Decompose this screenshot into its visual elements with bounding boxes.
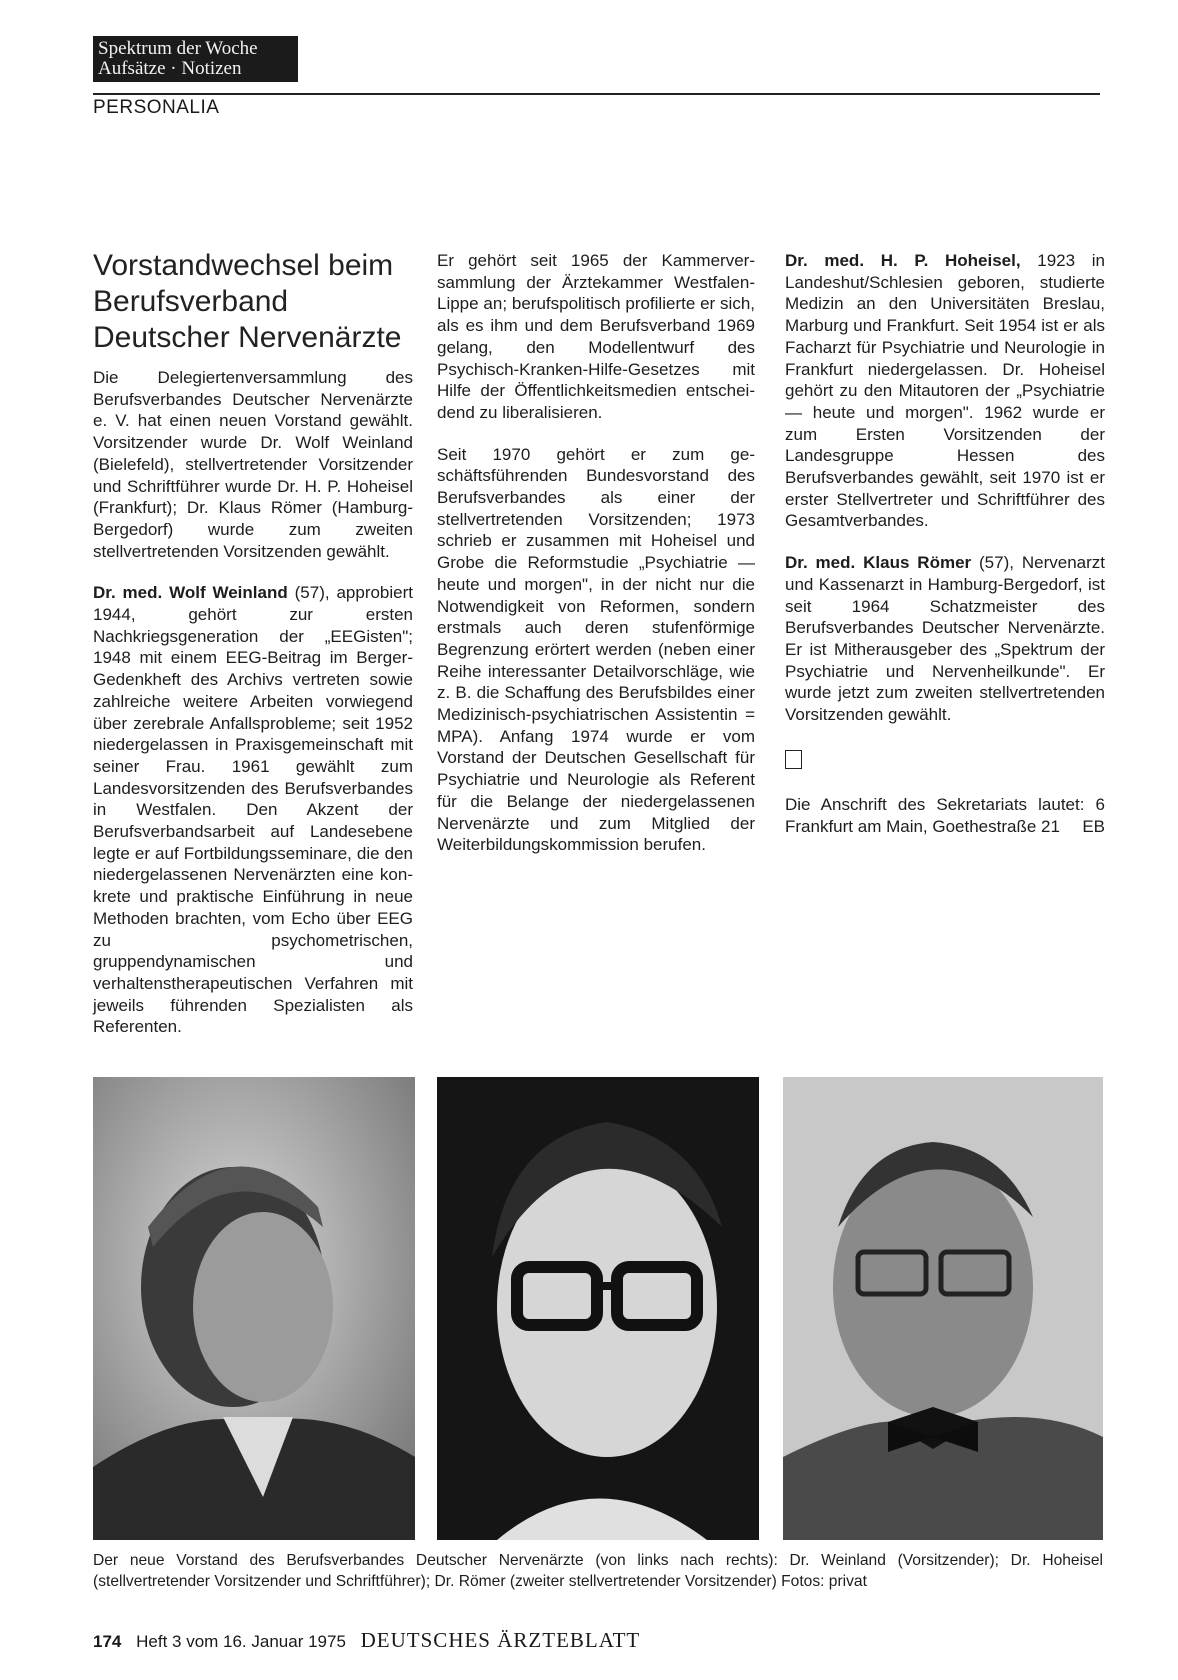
- article-headline: Vorstandwechsel beim Berufsverband Deutscher Nervenärzte: [93, 249, 402, 354]
- photo-roemer: [783, 1077, 1103, 1540]
- badge-line-2: Aufsätze · Notizen: [98, 58, 242, 79]
- column-3: [785, 250, 1105, 858]
- weinland-paragraph-3: Seit 1970 gehört er zum geschäftsführenden Bundesvorstand des Berufsverbandes als einer der stellvertretenden Vorsitzenden; 1973 schrieb er zusammen mit Hoheisel und Grobe die Reformstudie „Psychiatrie — heute und morgen", in der nicht nur die Notwendigkeit von Reformen, sondern erstmals auch deren stufenförmige Begrenzung erörtert werden (neben einer Reihe interessanter Detailvorschläge, wie z. B. die Schaffung des Berufsbildes einer Medizinisch-psychiatrischen Assistentin = MPA). Anfang 1974 wurde er vom Vorstand der Deutschen Gesellschaft für Psychiatrie und Neurologie als Referent für die Belange der niedergelassenen Nervenärzte und zum Mitglied der Weiterbildungskommission berufen.: [437, 444, 755, 855]
- hoheisel-name: Dr. med. H. P. Hoheisel,: [785, 251, 1021, 270]
- page-footer: [93, 1628, 640, 1653]
- weinland-name: Dr. med. Wolf Weinland: [93, 583, 288, 603]
- page-number: 174: [93, 1632, 122, 1651]
- hoheisel-text: 1923 in Landeshut/Schlesien geboren, studierte Medizin an den Universitäten Breslau, Marburg und Frankfurt. Seit 1954 ist er als Facharzt für Psychiatrie und Neurologie in Frankfurt niedergelassen. Dr. Hoheisel gehört zu den Mitautoren der „Psychiatrie — heute und morgen". 1962 wurde er zum Ersten Vorsitzenden der Landesgruppe Hessen des Berufsverbandes gewählt, seit 1970 ist er erster Stellvertreter und Schriftführer des Gesamtverbandes.: [785, 251, 1105, 531]
- photo-caption: Der neue Vorstand des Berufsverbandes Deutscher Nervenärzte (von links nach rechts): Dr. Weinland (Vorsitzender); Dr. Hoheisel (stellvertretender Vorsitzender und Schriftführer); Dr. Römer (zweiter stellvertretender Vorsitzender) Fotos: privat: [93, 1552, 1103, 1590]
- photo-hoheisel: [437, 1077, 759, 1540]
- weinland-paragraph: [93, 582, 413, 1038]
- hoheisel-paragraph: [785, 250, 1105, 532]
- photo-weinland: [93, 1077, 415, 1540]
- end-mark-icon: [785, 750, 802, 769]
- intro-paragraph: Die Delegiertenversammlung des Berufsverbandes Deutscher Nervenärzte e. V. hat einen neuen Vorstand gewählt. Vorsitzender wurde Dr. Wolf Weinland (Bielefeld), stellvertretender Vorsitzender und Schriftführer wurde Dr. H. P. Hoheisel (Frankfurt); Dr. Klaus Römer (Hamburg-Bergedorf) wurde zum zweiten stellvertretenden Vorsitzenden gewählt.: [93, 368, 413, 561]
- column-2: [437, 250, 755, 876]
- section-title: PERSONALIA: [93, 97, 220, 118]
- weinland-paragraph-2: Er gehört seit 1965 der Kammerversammlung der Ärztekammer Westfalen-Lippe an; berufspolitisch profilierte er sich, als es ihm und dem Berufsverband 1969 gelang, den Modellentwurf des Psychisch-Kranken-Hilfe-Gesetzes mit Hilfe der Öffentlichkeitsmedien entscheidend zu liberalisieren.: [437, 251, 755, 422]
- badge-line-1: Spektrum der Woche: [98, 38, 258, 59]
- address-text: Die Anschrift des Sekretariats lautet: 6 Frankfurt am Main, Goethestraße 21: [785, 795, 1105, 837]
- issue-info: Heft 3 vom 16. Januar 1975: [136, 1632, 346, 1651]
- section-badge: [93, 36, 298, 82]
- roemer-text: (57), Nervenarzt und Kassenarzt in Hamburg-Bergedorf, ist seit 1964 Schatzmeister des Berufsverbandes Deutscher Nervenärzte. Er ist Mitherausgeber des „Spektrum der Psychiatrie und Nervenheilkunde". Er wurde jetzt zum zweiten stellvertretenden Vorsitzenden gewählt.: [785, 553, 1105, 725]
- roemer-name: Dr. med. Klaus Römer: [785, 553, 972, 573]
- magazine-title: DEUTSCHES ÄRZTEBLATT: [360, 1628, 641, 1652]
- author-initials: EB: [1082, 817, 1105, 837]
- address-paragraph: [785, 794, 1105, 837]
- weinland-text: (57), approbiert 1944, gehört zur ersten Nachkriegsgeneration der „EEGisten"; 1948 mit einem EEG-Beitrag im Berger-Gedenkheft des Archivs vertreten sowie zahlreiche weitere Arbeiten vorwiegend über zerebrale Anfallsprobleme; seit 1952 niedergelassen in Praxisgemeinschaft mit seiner Frau. 1961 gewählt zum Landesvorsitzenden des Berufsverbandes in Westfalen. Den Akzent der Berufsverbandsarbeit auf Landesebene legte er auf Fortbildungsseminare, die den niedergelassenen Nervenärzten eine konkrete und praktische Einführung in neue Methoden brachten, vom Echo über EEG zu psychometrischen, gruppendynamischen und verhaltenstherapeutischen Verfahren mit jeweils führenden Spezialisten als Referenten.: [93, 583, 414, 1037]
- roemer-paragraph: [785, 552, 1105, 726]
- column-1: [93, 367, 413, 1058]
- header-rule: [93, 93, 1100, 95]
